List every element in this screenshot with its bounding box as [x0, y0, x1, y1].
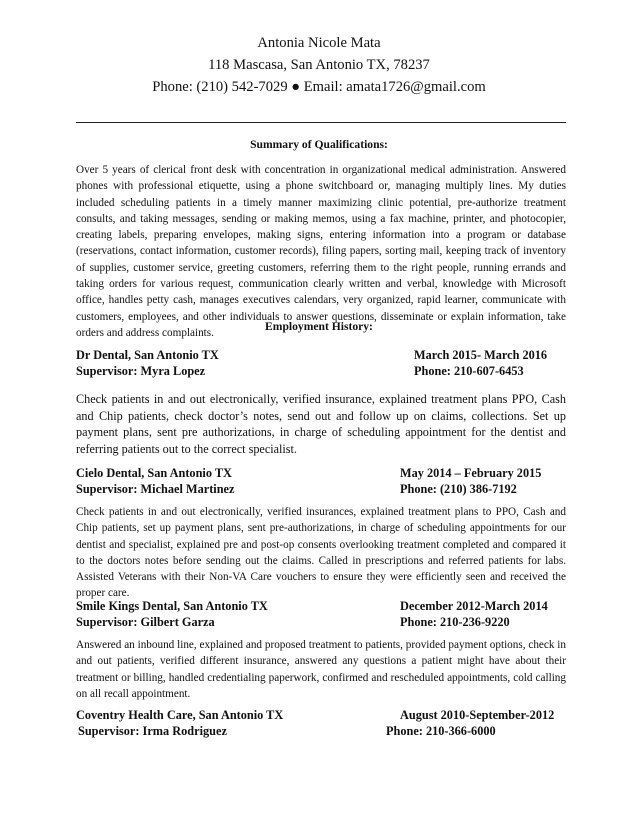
summary-heading: Summary of Qualifications:: [250, 138, 388, 151]
job-phone: Phone: (210) 386-7192: [400, 482, 517, 496]
job-employer: Coventry Health Care, San Antonio TX: [76, 708, 284, 722]
job-supervisor-row: [76, 481, 566, 497]
job-supervisor: Supervisor: Irma Rodriguez: [78, 724, 227, 738]
job-phone: Phone: 210-366-6000: [386, 724, 496, 738]
job-dates: August 2010-September-2012: [400, 708, 555, 722]
job-dates: May 2014 – February 2015: [400, 466, 542, 480]
job-description: Answered an inbound line, explained and proposed treatment to patients, provided payment options, check in and out patients, verified different insurance, answered any questions a patient might have about their treatment or billing, handled credentialing paperwork, confirmed and rescheduled appointments, cold calling on all recall appointment.: [76, 639, 566, 700]
applicant-name: Antonia Nicole Mata: [257, 35, 381, 51]
job-supervisor: Supervisor: Myra Lopez: [76, 364, 206, 378]
summary-paragraph: Over 5 years of clerical front desk with concentration in organizational medical administration. Answered phones with professional etiquette, using a phone switchboard or, managing multiply lines. My duties included scheduling patients in a timely manner maximizing clinic potential, pre-authorize treatment consults, and taking messages, sending or making memos, using a fax machine, printer, and photocopier, creating labels, preparing envelopes, making signs, entering information into a program or database (reservations, contact information, customer records), filing papers, sorting mail, keeping track of inventory of supplies, customer service, greeting customers, referring them to the right people, running errands and taking orders for various request, communication clearly written and verbal, knowledge with Microsoft office, handles petty cash, manages executives calendars, very organized, rapid learner, communicate with customers, employees, and other individuals to answer questions, disseminate or explain information, take orders and address complaints.: [76, 164, 566, 339]
job-description: Check patients in and out electronically, verified insurances, explained treatment plans to PPO, Cash and Chip patients, set up payment plans, sent pre-authorizations, in charge of scheduling appointments for our dentist and specialist, explained pre and post-op consents overlooking treatment completed and compared it to the doctors notes before sending out the claims. Called in prescriptions and referred patients for labs. Assisted Veterans with their Non-VA Care vouchers to ensure they were efficiently seen and received the proper care.: [76, 506, 566, 600]
job-employer: Smile Kings Dental, San Antonio TX: [76, 599, 268, 613]
employment-heading: Employment History:: [265, 320, 373, 333]
job-dates: December 2012-March 2014: [400, 599, 548, 613]
applicant-contact: Phone: (210) 542-7029 ● Email: amata1726@gmail.com: [152, 79, 486, 95]
job-supervisor-row: [76, 614, 566, 630]
job-phone: Phone: 210-607-6453: [414, 364, 524, 378]
job-header-row: [76, 707, 566, 723]
applicant-address: 118 Mascasa, San Antonio TX, 78237: [208, 57, 430, 73]
job-supervisor: Supervisor: Michael Martinez: [76, 482, 235, 496]
job-header-row: [76, 598, 566, 614]
job-employer: Dr Dental, San Antonio TX: [76, 348, 219, 362]
job-header-row: [76, 465, 566, 481]
job-dates: March 2015- March 2016: [414, 348, 548, 362]
job-description: Check patients in and out electronically, verified insurance, explained treatment plans PPO, Cash and Chip patients, check doctor’s notes, send out and follow up on claims, collections. Set up payment plans, sent pre authorizations, in charge of scheduling appointment for the dentist and referring patients out to the correct specialist.: [76, 392, 566, 456]
job-supervisor-row: [76, 363, 566, 379]
header-divider: [76, 122, 566, 123]
job-phone: Phone: 210-236-9220: [400, 615, 510, 629]
job-supervisor: Supervisor: Gilbert Garza: [76, 615, 215, 629]
job-supervisor-row: [76, 723, 566, 739]
job-header-row: [76, 347, 566, 363]
job-employer: Cielo Dental, San Antonio TX: [76, 466, 232, 480]
